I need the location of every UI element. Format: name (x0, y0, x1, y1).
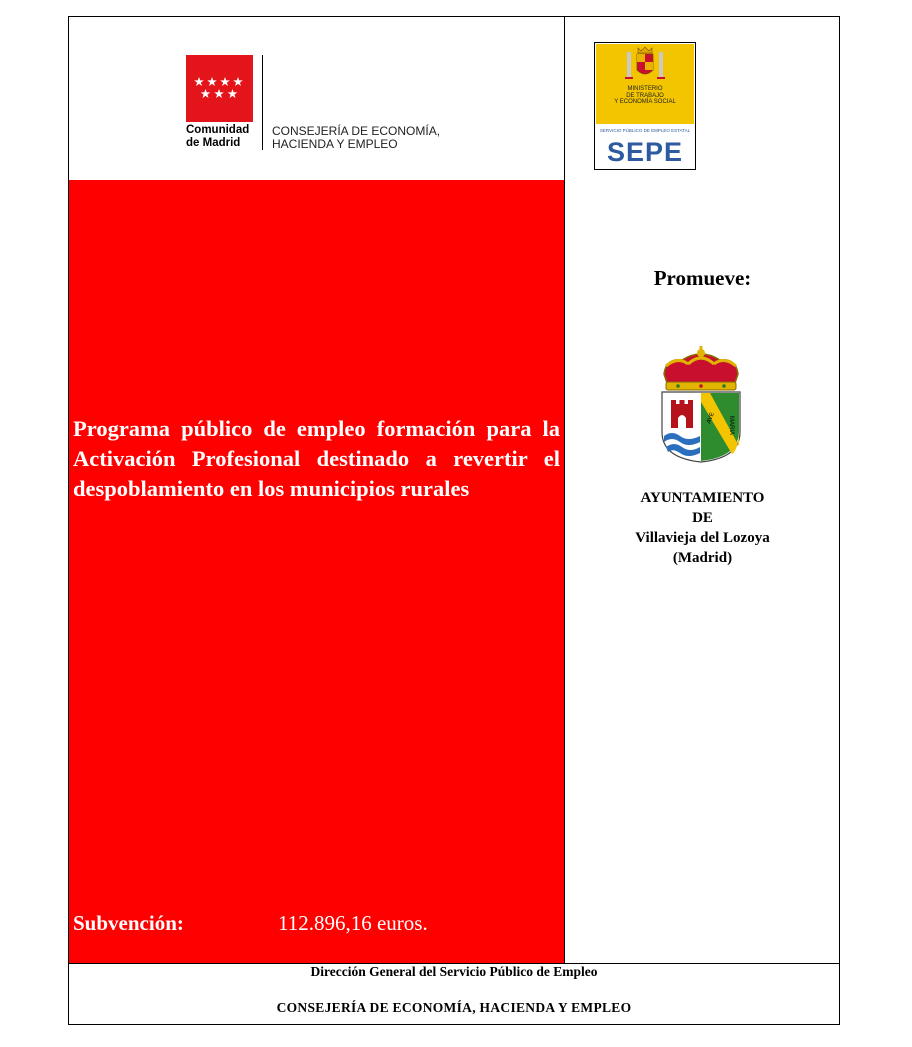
spanish-coat-of-arms-icon (596, 44, 694, 86)
ministry-name: MINISTERIO DE TRABAJO Y ECONOMÍA SOCIAL (614, 86, 676, 105)
subvencion-label: Subvención: (73, 911, 184, 935)
sepe-logo (594, 42, 696, 170)
sepe-acronym: SEPE (606, 137, 684, 167)
sepe-service-name: SERVICIO PÚBLICO DE EMPLEO ESTATAL (599, 128, 691, 133)
cm-logo-separator (262, 55, 263, 150)
villavieja-coat-of-arms-icon (658, 346, 744, 464)
svg-text:AVE: AVE (706, 411, 716, 425)
footer-direccion: Dirección General del Servicio Público de Empleo (310, 964, 598, 979)
subvencion-amount: 112.896,16 euros. (278, 911, 428, 935)
ayuntamiento-block: AYUNTAMIENTO DE Villavieja del Lozoya (Madrid) (635, 490, 770, 566)
cm-logo-department: CONSEJERÍA DE ECONOMÍA, HACIENDA Y EMPLEO (272, 124, 441, 151)
red-title-panel (69, 180, 564, 963)
program-title: Programa público de empleo formación para la Activación Profesional destinado a revertir el despoblamiento en los municipios rurales (73, 416, 560, 501)
svg-text:MARIA: MARIA (728, 416, 734, 436)
cm-logo-name: Comunidad de Madrid (186, 124, 250, 149)
ministry-band (596, 44, 694, 124)
promueve-heading: Promueve: (653, 266, 752, 290)
seven-stars-flag-icon (186, 55, 253, 122)
footer-consejeria: CONSEJERÍA DE ECONOMÍA, HACIENDA Y EMPLEO (276, 1000, 632, 1015)
